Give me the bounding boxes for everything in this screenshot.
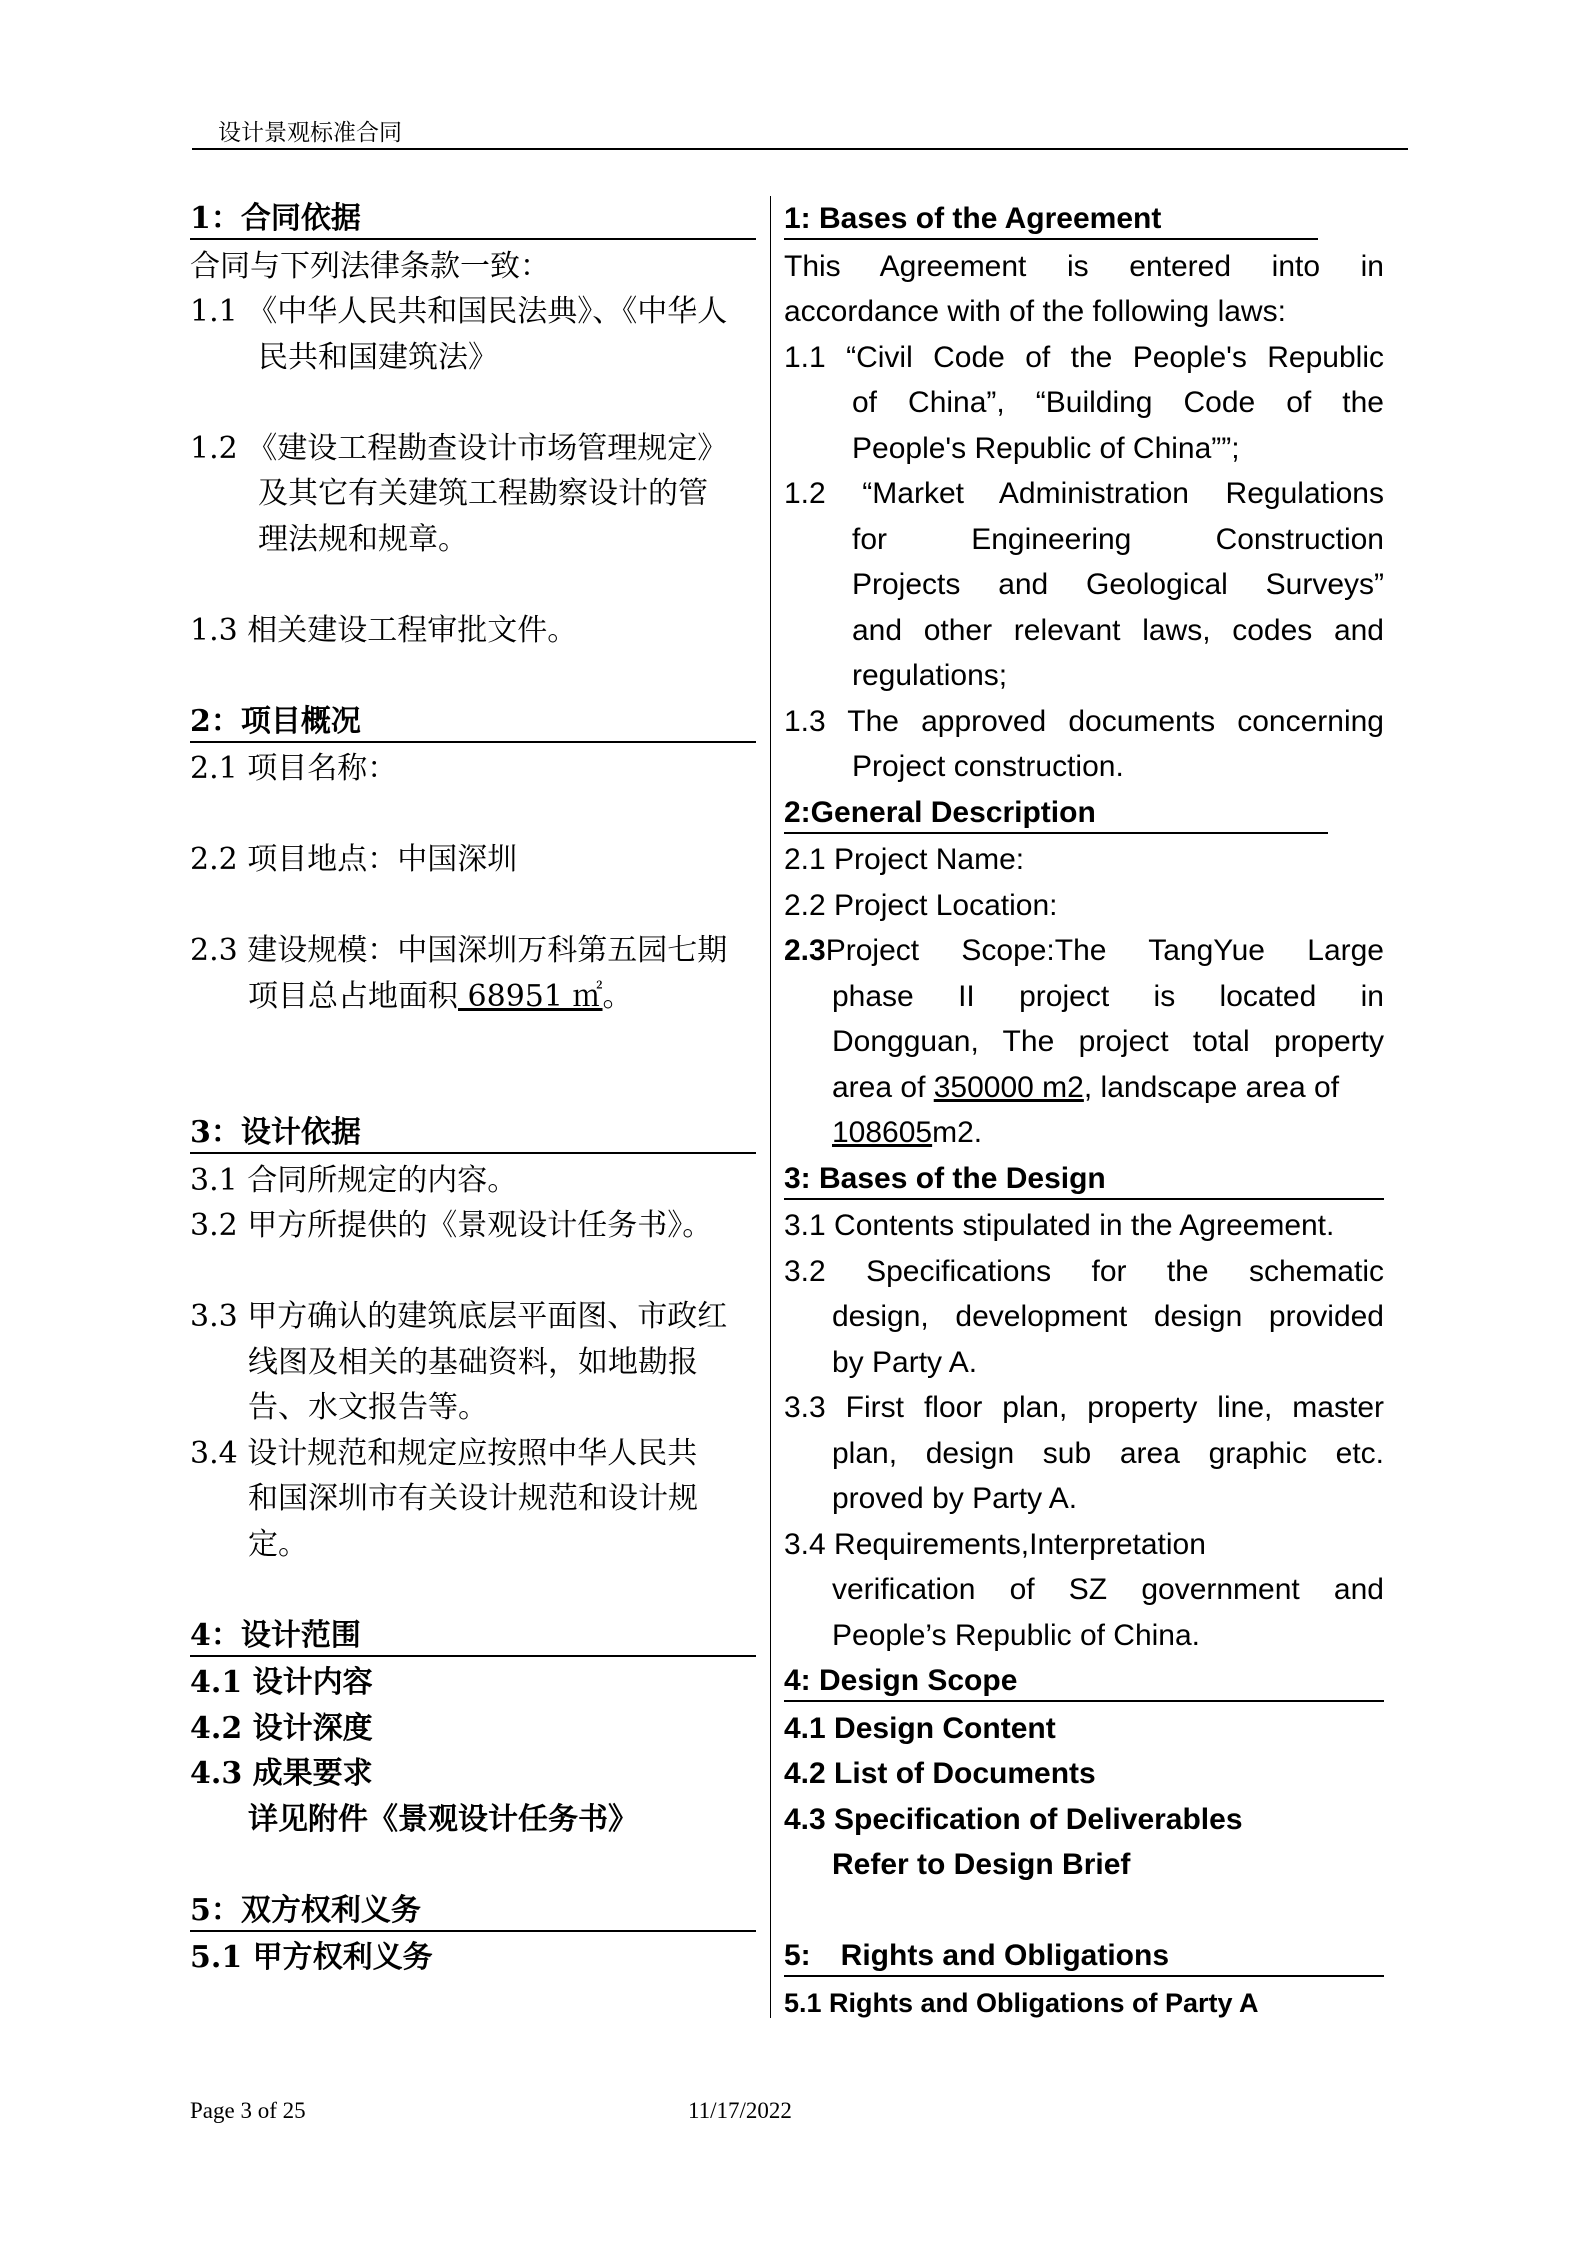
footer-date: 11/17/2022 [688, 2098, 792, 2123]
en-section-4-heading: 4: Design Scope [784, 1658, 1384, 1702]
en-s3-2-line-3: by Party A. [832, 1345, 978, 1379]
en-s2-1: 2.1 Project Name: [784, 843, 1025, 876]
spacer [190, 1019, 756, 1065]
zh-s2-2: 2.2 项目地点：中国深圳 [190, 842, 518, 877]
en-s3-4-line-1: 3.4 Requirements,Interpretation [784, 1527, 1206, 1561]
en-s1-2-line-5: regulations; [852, 659, 1008, 692]
en-s1-1-line-3: People's Republic of China””; [852, 431, 1240, 465]
zh-s1-intro: 合同与下列法律条款一致： [190, 248, 550, 284]
spacer [190, 1567, 756, 1613]
zh-s1-2-line-1: 1.2 《建设工程勘查设计市场管理规定》 [190, 430, 728, 466]
spacer [190, 792, 756, 838]
en-property-area-value: 350000 m2 [933, 1070, 1084, 1104]
en-s4-note: Refer to Design Brief [832, 1848, 1131, 1881]
en-s1-intro-line-2: accordance with of the following laws: [784, 295, 1286, 328]
english-column [784, 196, 1384, 2026]
zh-section-2-heading: 2：项目概况 [190, 699, 756, 743]
en-s3-3-line-2: plan, design sub area graphic etc. [832, 1436, 1384, 1470]
spacer [190, 1249, 756, 1295]
zh-s3-4-line-2: 和国深圳市有关设计规范和设计规 [248, 1481, 698, 1516]
zh-section-1-heading: 1：合同依据 [190, 196, 756, 240]
zh-s2-3-line-2 [190, 974, 756, 1020]
spacer [190, 883, 756, 929]
spacer [190, 380, 756, 426]
zh-s4-2-label: 设计深度 [242, 1710, 373, 1746]
en-s1-2-line-4: and other relevant laws, codes and [852, 613, 1384, 647]
zh-area-value: 68951 ㎡ [458, 978, 603, 1014]
en-s3-4-line-3: People’s Republic of China. [832, 1618, 1201, 1652]
zh-s5-1-label: 甲方权利义务 [242, 1940, 433, 1975]
zh-s3-4-line-3: 定。 [248, 1526, 308, 1562]
zh-s5-1-num: 5.1 [190, 1940, 243, 1975]
spacer [190, 1842, 756, 1888]
zh-s4-note: 详见附件《景观设计任务书》 [248, 1801, 638, 1837]
en-s1-2-line-2: for Engineering Construction [852, 522, 1384, 556]
zh-s4-3-label: 成果要求 [242, 1756, 373, 1791]
en-s4-2: 4.2 List of Documents [784, 1757, 1096, 1790]
zh-s2-3-line-1: 2.3 建设规模：中国深圳万科第五园七期 [190, 933, 728, 968]
en-s1-intro-line-1: This Agreement is entered into in [784, 249, 1384, 283]
en-s3-1: 3.1 Contents stipulated in the Agreement. [784, 1209, 1335, 1242]
chinese-column [190, 196, 756, 1981]
zh-s4-1 [190, 1660, 756, 1706]
spacer [190, 653, 756, 699]
zh-s4-2-num: 4.2 [190, 1710, 243, 1746]
en-s3-3-line-3: proved by Party A. [832, 1482, 1078, 1515]
en-s3-2-line-2: design, development design provided [832, 1300, 1384, 1333]
spacer [190, 562, 756, 608]
en-section-3-heading: 3: Bases of the Design [784, 1156, 1384, 1200]
en-s2-3-line-3: Dongguan, The project total property [832, 1025, 1384, 1058]
zh-s1-1-line-2: 民共和国建筑法》 [258, 339, 498, 375]
en-s4-1: 4.1 Design Content [784, 1711, 1056, 1745]
en-landscape-area-value: 108605 [832, 1116, 933, 1149]
en-s2-3-line-1 [784, 928, 1384, 974]
zh-area-label: 项目总占地面积 [248, 978, 458, 1014]
en-section-5-heading: 5: Rights and Obligations [784, 1933, 1384, 1977]
en-s3-2-line-1: 3.2 Specifications for the schematic [784, 1254, 1384, 1288]
zh-s1-3: 1.3 相关建设工程审批文件。 [190, 612, 578, 648]
zh-s3-4-line-1: 3.4 设计规范和规定应按照中华人民共 [190, 1435, 698, 1471]
en-s2-2: 2.2 Project Location: [784, 888, 1058, 922]
zh-s3-3-line-1: 3.3 甲方确认的建筑底层平面图、市政红 [190, 1299, 728, 1334]
en-s5-1: 5.1 Rights and Obligations of Party A [784, 1987, 1259, 2018]
zh-section-4-heading: 4：设计范围 [190, 1613, 756, 1657]
zh-s4-3-num: 4.3 [190, 1756, 243, 1791]
en-s1-2-line-1: 1.2 “Market Administration Regulations [784, 477, 1384, 510]
en-s2-3-text: Project Scope:The TangYue Large [825, 934, 1384, 967]
spacer [784, 1888, 1384, 1934]
spacer [190, 1065, 756, 1111]
header-rule [192, 148, 1408, 150]
zh-s4-3 [190, 1751, 756, 1797]
en-s2-3-line-5 [784, 1110, 1384, 1156]
zh-area-end: 。 [602, 978, 633, 1014]
zh-section-3-heading: 3：设计依据 [190, 1110, 756, 1154]
en-s4-3: 4.3 Specification of Deliverables [784, 1802, 1243, 1836]
footer-page-number: Page 3 of 25 [190, 2098, 306, 2123]
zh-s5-1 [190, 1935, 756, 1981]
en-section-1-heading: 1: Bases of the Agreement [784, 196, 1318, 240]
en-landscape-label: , landscape area of [1083, 1070, 1340, 1104]
en-landscape-unit: m2. [932, 1116, 983, 1149]
zh-s4-1-label: 设计内容 [242, 1665, 373, 1700]
en-s1-3-line-1: 1.3 The approved documents concerning [784, 704, 1384, 738]
en-section-2-heading: 2:General Description [784, 790, 1328, 834]
zh-s4-1-num: 4.1 [190, 1665, 243, 1700]
zh-s3-2: 3.2 甲方所提供的《景观设计任务书》。 [190, 1208, 713, 1243]
zh-s1-2-line-3: 理法规和规章。 [258, 521, 468, 557]
zh-s3-3-line-2: 线图及相关的基础资料，如地勘报 [248, 1344, 698, 1380]
en-s1-3-line-2: Project construction. [852, 750, 1124, 783]
en-s2-3-line-2: phase II project is located in [832, 979, 1384, 1013]
en-property-label: area of [832, 1070, 934, 1104]
en-s2-3-num: 2.3 [784, 934, 826, 967]
column-divider [770, 196, 771, 2018]
zh-section-5-heading: 5：双方权利义务 [190, 1888, 756, 1932]
en-s2-3-line-4 [784, 1065, 1384, 1111]
en-s1-2-line-3: Projects and Geological Surveys” [852, 568, 1384, 601]
zh-s2-1: 2.1 项目名称： [190, 751, 398, 786]
zh-s4-2 [190, 1706, 756, 1752]
en-s3-3-line-1: 3.3 First floor plan, property line, master [784, 1391, 1384, 1424]
zh-s3-3-line-3: 告、水文报告等。 [248, 1390, 488, 1425]
en-s1-1-line-2: of China”, “Building Code of the [852, 386, 1384, 419]
en-s1-1-line-1: 1.1 “Civil Code of the People's Republic [784, 340, 1384, 374]
zh-s1-2-line-2: 及其它有关建筑工程勘察设计的管 [258, 476, 708, 511]
en-s3-4-line-2: verification of SZ government and [832, 1573, 1384, 1606]
zh-s1-1-line-1: 1.1 《中华人民共和国民法典》、《中华人 [190, 294, 728, 329]
zh-s3-1: 3.1 合同所规定的内容。 [190, 1162, 518, 1198]
page-header-title: 设计景观标准合同 [218, 120, 402, 146]
